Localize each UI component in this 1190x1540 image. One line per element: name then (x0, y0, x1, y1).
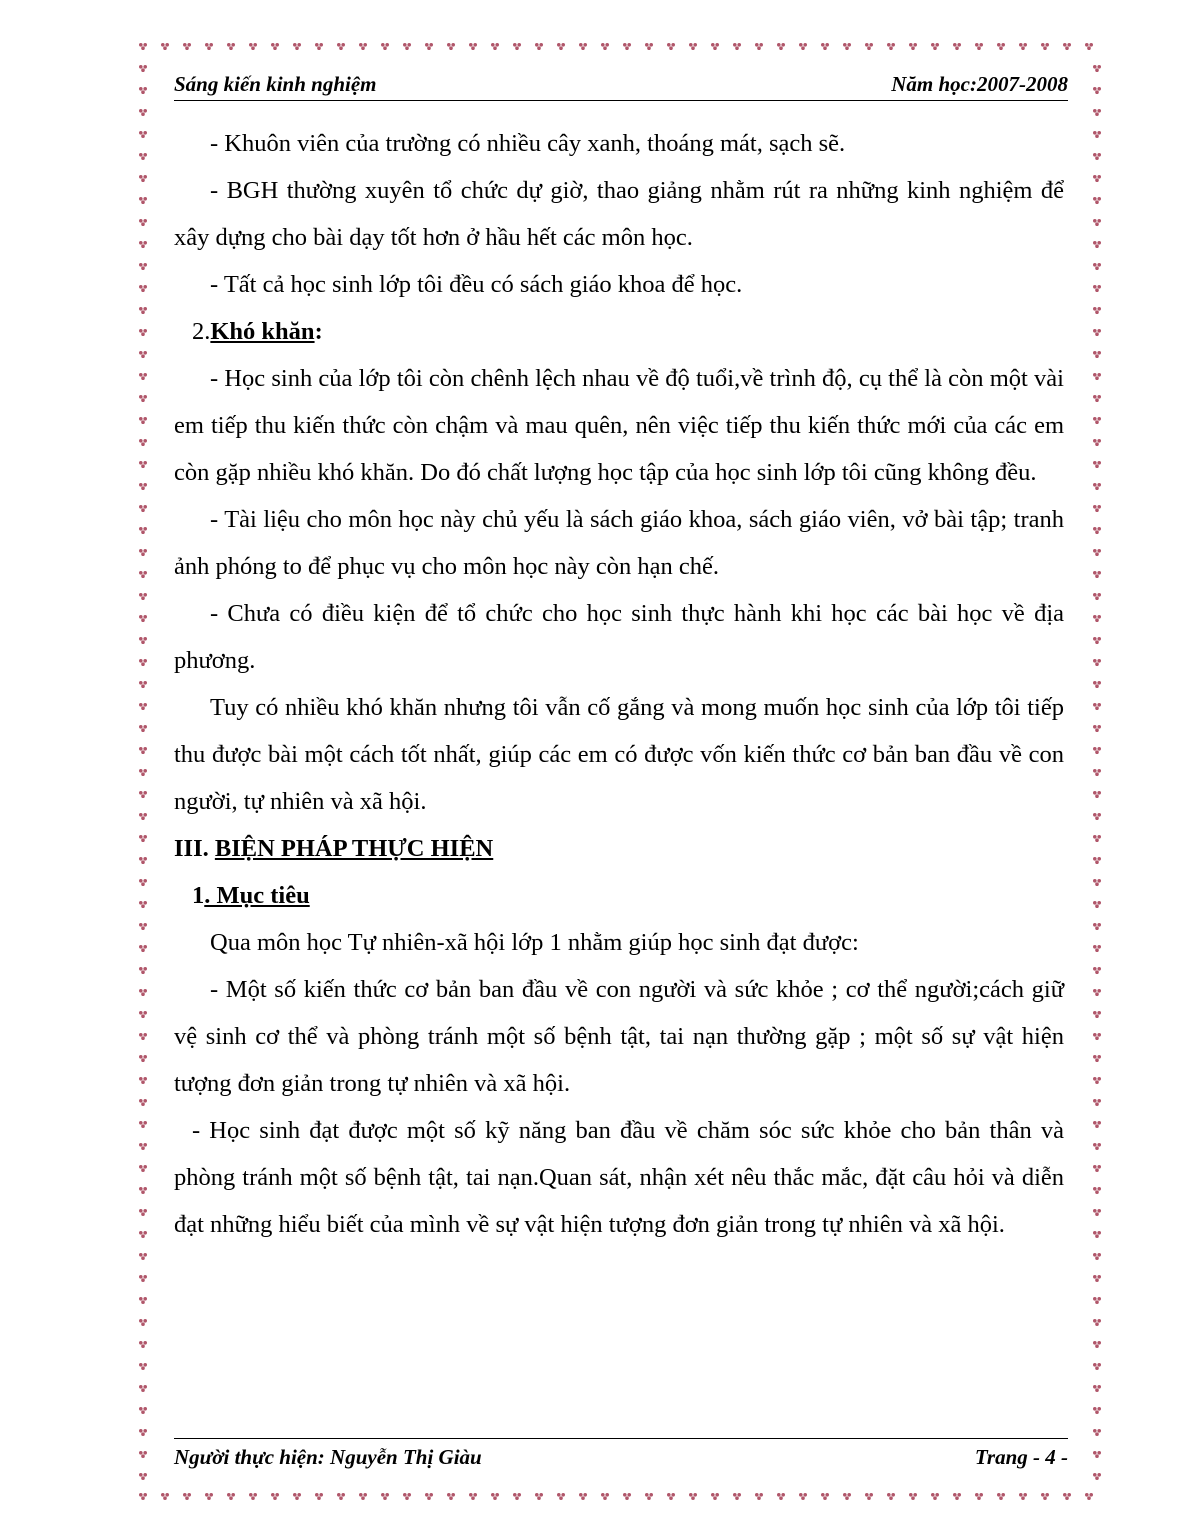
heading-number: 1 (192, 882, 205, 909)
border-ornament (513, 43, 521, 50)
border-ornament (535, 1493, 543, 1500)
border-ornament (1093, 1341, 1101, 1348)
border-ornament (1093, 175, 1101, 182)
border-ornament (1093, 659, 1101, 666)
border-ornament (1093, 109, 1101, 116)
border-ornament (1093, 571, 1101, 578)
border-ornament (139, 1473, 147, 1480)
heading-text: Khó khăn (210, 318, 315, 345)
border-ornament (139, 109, 147, 116)
border-ornament (755, 1493, 763, 1500)
border-ornament (139, 1077, 147, 1084)
border-ornament (139, 1451, 147, 1458)
border-ornament (513, 1493, 521, 1500)
border-ornament (931, 43, 939, 50)
paragraph: - Học sinh của lớp tôi còn chênh lệch nhau về độ tuổi,về trình độ, cụ thể là còn một vài em tiếp thu kiến thức còn chậm và mau quên, nên việc tiếp thu kiến thức mới của các em còn gặp nhiều khó khăn. Do đó chất lượng học tập của học sinh lớp tôi cũng không đều. (174, 365, 1064, 486)
border-ornament (1093, 1363, 1101, 1370)
paragraph: - Chưa có điều kiện để tổ chức cho học sinh thực hành khi học các bài học về địa phương. (174, 600, 1064, 674)
border-ornament (1063, 43, 1071, 50)
border-ornament (821, 1493, 829, 1500)
border-ornament (1093, 505, 1101, 512)
border-ornament (1093, 285, 1101, 292)
border-ornament (1093, 747, 1101, 754)
border-ornament (469, 1493, 477, 1500)
border-ornament (1093, 197, 1101, 204)
border-ornament (1093, 1187, 1101, 1194)
border-ornament (1093, 153, 1101, 160)
border-ornament (1093, 65, 1101, 72)
border-ornament (183, 1493, 191, 1500)
border-ornament (139, 813, 147, 820)
border-ornament (293, 43, 301, 50)
border-ornament (139, 329, 147, 336)
border-ornament (1093, 1407, 1101, 1414)
border-ornament (1093, 1231, 1101, 1238)
section-heading-kho-khan (174, 308, 1064, 355)
border-ornament (1093, 219, 1101, 226)
border-ornament (1093, 439, 1101, 446)
header-title: Sáng kiến kinh nghiệm (174, 72, 377, 96)
border-ornament (271, 1493, 279, 1500)
border-ornament (139, 1363, 147, 1370)
border-ornament (1093, 967, 1101, 974)
border-ornament (139, 571, 147, 578)
border-ornament (557, 43, 565, 50)
border-ornament (403, 43, 411, 50)
border-ornament (887, 43, 895, 50)
border-ornament (623, 1493, 631, 1500)
heading-text: BIỆN PHÁP THỰC HIỆN (214, 835, 494, 862)
border-ornament (711, 43, 719, 50)
border-ornament (139, 989, 147, 996)
border-ornament (139, 945, 147, 952)
border-ornament (139, 131, 147, 138)
border-ornament (689, 1493, 697, 1500)
border-ornament (183, 43, 191, 50)
border-ornament (139, 483, 147, 490)
border-ornament (733, 1493, 741, 1500)
border-ornament (139, 791, 147, 798)
border-ornament (755, 43, 763, 50)
border-ornament (1093, 901, 1101, 908)
border-ornament (1093, 725, 1101, 732)
border-ornament (1063, 1493, 1071, 1500)
border-ornament (711, 1493, 719, 1500)
border-ornament (1085, 1493, 1093, 1500)
border-ornament (1093, 703, 1101, 710)
border-ornament (777, 1493, 785, 1500)
border-ornament (1093, 1429, 1101, 1436)
border-ornament (139, 1385, 147, 1392)
border-ornament (1093, 417, 1101, 424)
border-ornament (381, 1493, 389, 1500)
border-ornament (139, 747, 147, 754)
border-ornament (139, 87, 147, 94)
heading-number: 2. (192, 318, 211, 345)
border-ornament (689, 43, 697, 50)
border-ornament (227, 1493, 235, 1500)
border-ornament (623, 43, 631, 50)
border-ornament (997, 43, 1005, 50)
border-ornament (601, 43, 609, 50)
border-ornament (139, 43, 147, 50)
border-ornament (1093, 615, 1101, 622)
border-ornament (359, 1493, 367, 1500)
border-ornament (227, 43, 235, 50)
border-ornament (139, 1275, 147, 1282)
border-ornament (1093, 1055, 1101, 1062)
border-ornament (1093, 945, 1101, 952)
border-ornament (1093, 351, 1101, 358)
border-ornament (139, 835, 147, 842)
border-ornament (491, 43, 499, 50)
border-ornament (139, 923, 147, 930)
border-ornament (1093, 1209, 1101, 1216)
border-ornament (733, 43, 741, 50)
border-ornament (557, 1493, 565, 1500)
border-ornament (953, 43, 961, 50)
border-ornament (139, 373, 147, 380)
paragraph: - Tài liệu cho môn học này chủ yếu là sách giáo khoa, sách giáo viên, vở bài tập; tranh ảnh phóng to để phục vụ cho môn học này còn hạn chế. (174, 506, 1064, 580)
border-ornament (447, 43, 455, 50)
border-ornament (953, 1493, 961, 1500)
border-ornament (1093, 1033, 1101, 1040)
paragraph: Qua môn học Tự nhiên-xã hội lớp 1 nhằm giúp học sinh đạt được: (210, 929, 859, 956)
border-ornament (139, 1297, 147, 1304)
border-ornament (975, 1493, 983, 1500)
border-ornament (139, 1033, 147, 1040)
border-ornament (139, 527, 147, 534)
border-ornament (1093, 87, 1101, 94)
border-ornament (1093, 263, 1101, 270)
border-ornament (997, 1493, 1005, 1500)
border-ornament (777, 43, 785, 50)
border-ornament (667, 43, 675, 50)
border-ornament (337, 1493, 345, 1500)
paragraph: Tuy có nhiều khó khăn nhưng tôi vẫn cố gắng và mong muốn học sinh của lớp tôi tiếp thu được bài một cách tốt nhất, giúp các em có được vốn kiến thức cơ bản ban đầu về con người, tự nhiên và xã hội. (174, 694, 1064, 815)
border-ornament (1093, 1385, 1101, 1392)
border-ornament (425, 1493, 433, 1500)
border-ornament (205, 43, 213, 50)
border-ornament (909, 43, 917, 50)
border-ornament (1093, 923, 1101, 930)
border-ornament (975, 43, 983, 50)
document-body (174, 120, 1064, 1248)
border-ornament (1093, 1253, 1101, 1260)
border-ornament (139, 241, 147, 248)
page-header (174, 70, 1068, 101)
border-ornament (139, 703, 147, 710)
border-ornament (491, 1493, 499, 1500)
border-ornament (1093, 549, 1101, 556)
border-ornament (139, 461, 147, 468)
border-ornament (1093, 593, 1101, 600)
footer-author: Người thực hiện: Nguyễn Thị Giàu (174, 1445, 482, 1469)
border-ornament (315, 1493, 323, 1500)
border-ornament (139, 153, 147, 160)
border-ornament (667, 1493, 675, 1500)
border-ornament (139, 901, 147, 908)
paragraph: - Một số kiến thức cơ bản ban đầu về con người và sức khỏe ; cơ thể người;cách giữ vệ sinh cơ thể và phòng tránh một số bệnh tật, tai nạn thường gặp ; một số sự vật hiện tượng đơn giản trong tự nhiên và xã hội. (174, 976, 1064, 1097)
border-ornament (1093, 1077, 1101, 1084)
border-ornament (1093, 461, 1101, 468)
border-ornament (1093, 879, 1101, 886)
border-ornament (139, 637, 147, 644)
border-ornament (865, 1493, 873, 1500)
border-ornament (1093, 1319, 1101, 1326)
border-ornament (1093, 681, 1101, 688)
border-ornament (1041, 43, 1049, 50)
border-ornament (139, 1493, 147, 1500)
border-ornament (139, 1407, 147, 1414)
paragraph: - Tất cả học sinh lớp tôi đều có sách giáo khoa để học. (210, 271, 743, 298)
border-ornament (1093, 483, 1101, 490)
border-ornament (139, 967, 147, 974)
border-ornament (447, 1493, 455, 1500)
border-ornament (205, 1493, 213, 1500)
heading-text: . Mục tiêu (204, 882, 310, 909)
border-ornament (139, 1319, 147, 1326)
border-ornament (139, 1253, 147, 1260)
border-ornament (1093, 527, 1101, 534)
border-ornament (139, 285, 147, 292)
border-ornament (139, 1011, 147, 1018)
border-ornament (139, 1187, 147, 1194)
border-ornament (139, 593, 147, 600)
section-heading-muc-tieu (174, 872, 1064, 919)
border-ornament (139, 417, 147, 424)
border-ornament (1093, 1275, 1101, 1282)
border-ornament (139, 659, 147, 666)
border-ornament (139, 879, 147, 886)
border-ornament (139, 1429, 147, 1436)
border-ornament (139, 351, 147, 358)
border-ornament (1093, 1297, 1101, 1304)
border-ornament (1093, 637, 1101, 644)
border-ornament (931, 1493, 939, 1500)
border-ornament (139, 263, 147, 270)
border-ornament (139, 1341, 147, 1348)
border-ornament (843, 43, 851, 50)
border-ornament (139, 395, 147, 402)
border-ornament (1093, 835, 1101, 842)
border-ornament (139, 549, 147, 556)
border-ornament (1093, 791, 1101, 798)
border-ornament (359, 43, 367, 50)
footer-page-number: Trang - 4 - (974, 1445, 1068, 1469)
header-school-year: Năm học:2007-2008 (891, 72, 1068, 96)
border-ornament (1093, 329, 1101, 336)
border-ornament (139, 505, 147, 512)
border-ornament (1093, 1473, 1101, 1480)
border-ornament (1041, 1493, 1049, 1500)
border-ornament (403, 1493, 411, 1500)
border-ornament (1093, 395, 1101, 402)
border-ornament (1093, 1165, 1101, 1172)
border-ornament (1093, 241, 1101, 248)
border-ornament (799, 43, 807, 50)
border-ornament (139, 307, 147, 314)
border-ornament (1093, 813, 1101, 820)
border-ornament (139, 1165, 147, 1172)
border-ornament (1093, 1011, 1101, 1018)
paragraph: - Học sinh đạt được một số kỹ năng ban đầu về chăm sóc sức khỏe cho bản thân và phòng tránh một số bệnh tật, tai nạn.Quan sát, nhận xét nêu thắc mắc, đặt câu hỏi và diễn đạt những hiểu biết của mình về sự vật hiện tượng đơn giản trong tự nhiên và xã hội. (174, 1117, 1064, 1238)
border-ornament (161, 43, 169, 50)
border-ornament (579, 43, 587, 50)
border-ornament (821, 43, 829, 50)
border-ornament (1093, 1099, 1101, 1106)
border-ornament (1093, 131, 1101, 138)
border-ornament (579, 1493, 587, 1500)
border-ornament (381, 43, 389, 50)
border-ornament (139, 857, 147, 864)
border-ornament (1019, 43, 1027, 50)
border-ornament (1093, 989, 1101, 996)
heading-colon: : (314, 318, 323, 345)
border-ornament (645, 1493, 653, 1500)
border-ornament (1093, 1143, 1101, 1150)
border-ornament (139, 439, 147, 446)
border-ornament (139, 197, 147, 204)
border-ornament (249, 1493, 257, 1500)
border-ornament (645, 43, 653, 50)
border-ornament (139, 219, 147, 226)
border-ornament (843, 1493, 851, 1500)
border-ornament (469, 43, 477, 50)
border-ornament (601, 1493, 609, 1500)
border-ornament (535, 43, 543, 50)
border-ornament (1093, 307, 1101, 314)
section-heading-bien-phap (174, 825, 1064, 872)
border-ornament (865, 43, 873, 50)
border-ornament (139, 1209, 147, 1216)
heading-number: III. (174, 835, 215, 862)
border-ornament (139, 769, 147, 776)
paragraph: - BGH thường xuyên tổ chức dự giờ, thao giảng nhằm rút ra những kinh nghiệm để xây dựng cho bài dạy tốt hơn ở hầu hết các môn học. (174, 177, 1064, 251)
border-ornament (139, 1143, 147, 1150)
border-ornament (271, 43, 279, 50)
border-ornament (887, 1493, 895, 1500)
border-ornament (1093, 769, 1101, 776)
border-ornament (139, 725, 147, 732)
border-ornament (1093, 1451, 1101, 1458)
border-ornament (1019, 1493, 1027, 1500)
border-ornament (1093, 857, 1101, 864)
border-ornament (425, 43, 433, 50)
border-ornament (139, 615, 147, 622)
border-ornament (139, 1121, 147, 1128)
border-ornament (1093, 1121, 1101, 1128)
border-ornament (293, 1493, 301, 1500)
border-ornament (337, 43, 345, 50)
border-ornament (139, 65, 147, 72)
border-ornament (139, 681, 147, 688)
border-ornament (799, 1493, 807, 1500)
page-footer (174, 1438, 1068, 1473)
border-ornament (1093, 373, 1101, 380)
border-ornament (139, 1231, 147, 1238)
border-ornament (249, 43, 257, 50)
border-ornament (139, 1055, 147, 1062)
paragraph: - Khuôn viên của trường có nhiều cây xanh, thoáng mát, sạch sẽ. (210, 130, 846, 157)
border-ornament (161, 1493, 169, 1500)
border-ornament (139, 1099, 147, 1106)
border-ornament (1085, 43, 1093, 50)
border-ornament (139, 175, 147, 182)
border-ornament (909, 1493, 917, 1500)
border-ornament (315, 43, 323, 50)
